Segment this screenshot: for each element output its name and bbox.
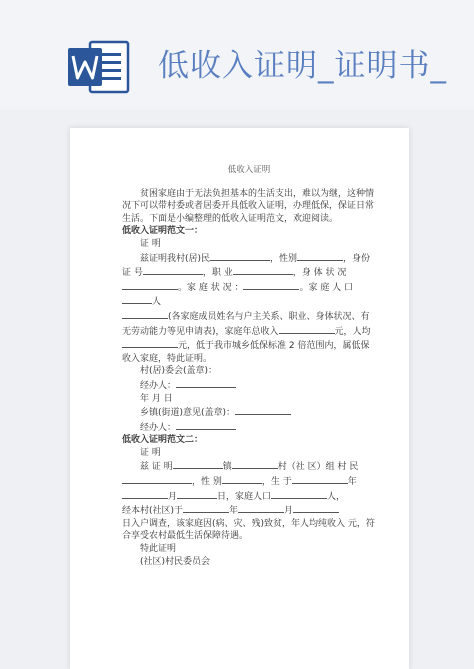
special-note: 特此证明 xyxy=(140,544,177,555)
s2-line-1: 兹 证 明 镇 村（社 区）组 村 民 xyxy=(122,459,376,474)
village-seal: 村(居)委会(盖章)： xyxy=(140,366,218,377)
s2-line-5: 日入户调查，该家庭因(病、灾、残)致贫，年人均纯收入 元，符合享受农村最低生活保障待遇。 xyxy=(122,518,375,542)
header-banner xyxy=(0,0,474,110)
section-one-label: 证 明 xyxy=(140,238,161,249)
s1-line-2: 证 号 ，职 业 ，身 体 状 况 xyxy=(122,265,376,280)
handler-2: 经办人： xyxy=(122,420,376,435)
township-opinion: 乡镇(街道)意见(盖章)： xyxy=(122,405,376,420)
date-1: 年 月 日 xyxy=(140,393,173,404)
page-title: 低收入证明_证明书_ xyxy=(158,48,447,84)
s2-line-2: ，性 别 ，生 于 年 xyxy=(122,474,376,489)
section-two-title: 低收入证明范文二： xyxy=(122,435,204,446)
word-document-icon xyxy=(66,38,130,96)
s1-line-1: 兹证明我村(居)民 ，性别 ，身份 xyxy=(122,251,376,266)
s1-line-4: (各家庭成员姓名与户主关系、职业、身体状况、有无劳动能力等见申请表)，家庭年总收入 元，人均 xyxy=(122,309,376,338)
s2-line-3: 月 日，家庭人口 人， xyxy=(122,489,376,504)
section-one-title: 低收入证明范文一： xyxy=(122,226,204,237)
s1-line-5: 元，低于我市城乡低保标准 2 倍范围内，属低保收入家庭，特此证明。 xyxy=(122,338,376,365)
committee-seal: (社区)村民委员会 xyxy=(140,556,211,567)
document-body xyxy=(122,164,376,568)
s2-line-4: 经本村(社区)于 年 月 xyxy=(122,503,376,518)
s1-line-3: 。家 庭 状 况 ： 。家 庭 人 口人 xyxy=(122,280,376,309)
intro-paragraph: 贫困家庭由于无法负担基本的生活支出，难以为继，这种情况下可以带村委或者居委开具低收入证明，办理低保，保证日常生活。下面是小编整理的低收入证明范文，欢迎阅读。 xyxy=(122,188,375,224)
section-two-label: 证 明 xyxy=(140,447,161,458)
document-heading: 低收入证明 xyxy=(227,165,271,175)
handler-1: 经办人： xyxy=(122,378,376,393)
